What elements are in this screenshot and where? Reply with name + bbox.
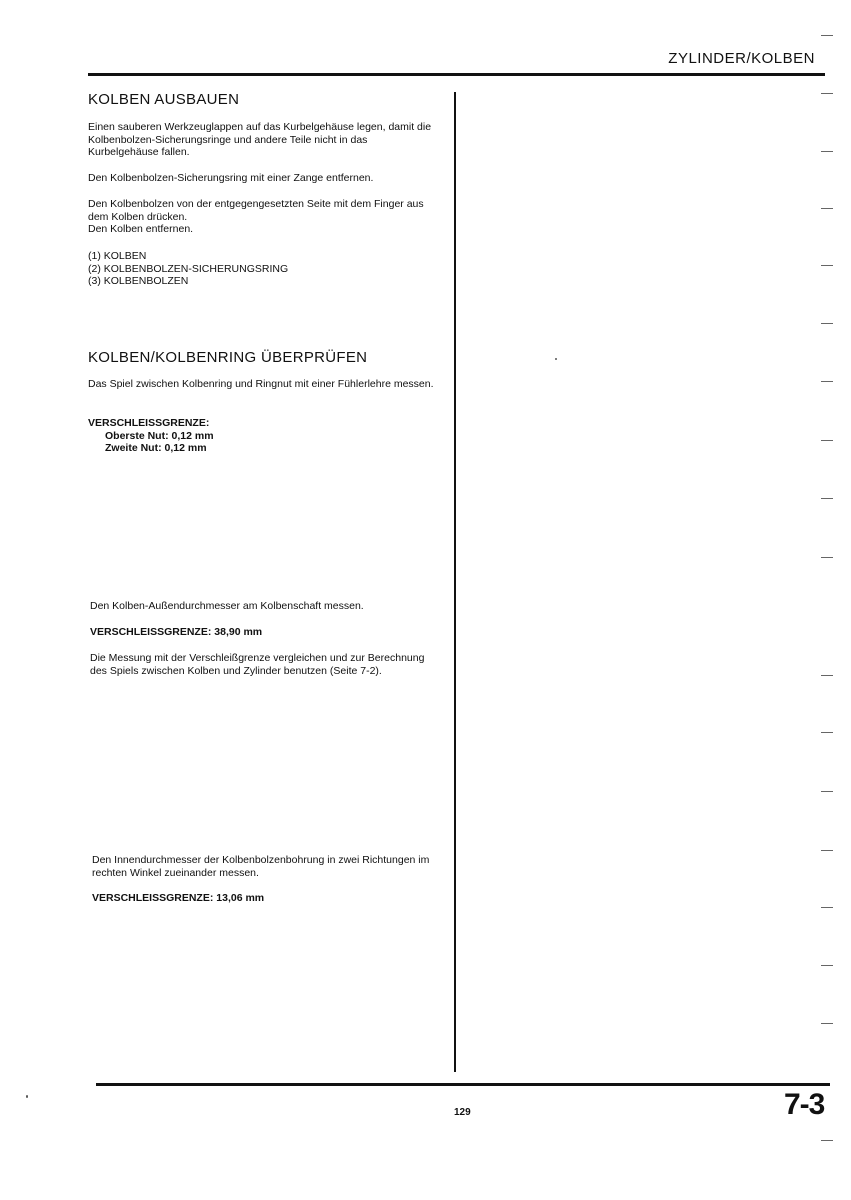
paragraph-kolbenbolzen bbox=[88, 198, 438, 236]
column-divider bbox=[454, 92, 456, 1072]
paragraph-line: Den Kolben entfernen. bbox=[88, 223, 194, 235]
page-number: 129 bbox=[454, 1107, 471, 1118]
paragraph-sicherungsring: Den Kolbenbolzen-Sicherungsring mit einer Zange entfernen. bbox=[88, 172, 374, 184]
section-page-number: 7-3 bbox=[784, 1088, 825, 1121]
margin-tick bbox=[821, 93, 833, 94]
section-heading-kolben-pruefen: KOLBEN/KOLBENRING ÜBERPRÜFEN bbox=[88, 349, 368, 366]
chapter-title: ZYLINDER/KOLBEN bbox=[668, 50, 815, 67]
paragraph-innendurchmesser: Den Innendurchmesser der Kolbenbolzenbohrung in zwei Richtungen im rechten Winkel zueinander messen. bbox=[92, 854, 430, 879]
wear-limit-second-groove: Zweite Nut: 0,12 mm bbox=[105, 442, 207, 454]
wear-limit-bore: VERSCHLEISSGRENZE: 13,06 mm bbox=[92, 892, 265, 904]
wear-limit-label: VERSCHLEISSGRENZE: bbox=[88, 417, 210, 429]
wear-limit-top-groove: Oberste Nut: 0,12 mm bbox=[105, 429, 214, 442]
margin-tick bbox=[821, 208, 833, 209]
margin-tick bbox=[821, 381, 833, 382]
margin-tick bbox=[821, 791, 833, 792]
paragraph-aussendurchmesser: Den Kolben-Außendurchmesser am Kolbenschaft messen. bbox=[90, 600, 364, 612]
margin-tick bbox=[821, 440, 833, 441]
footer-rule bbox=[96, 1083, 830, 1086]
margin-tick bbox=[821, 850, 833, 851]
margin-tick bbox=[821, 265, 833, 266]
paragraph-spiel-ringnut: Das Spiel zwischen Kolbenring und Ringnut mit einer Fühlerlehre messen. bbox=[88, 378, 434, 390]
margin-tick bbox=[821, 323, 833, 324]
section-heading-kolben-ausbauen: KOLBEN AUSBAUEN bbox=[88, 91, 240, 108]
margin-tick bbox=[821, 35, 833, 36]
margin-tick bbox=[821, 1140, 833, 1141]
margin-tick bbox=[821, 675, 833, 676]
margin-tick bbox=[821, 557, 833, 558]
header-rule bbox=[88, 73, 825, 76]
legend-item: (2) KOLBENBOLZEN-SICHERUNGSRING bbox=[88, 262, 289, 275]
margin-tick bbox=[821, 1023, 833, 1024]
margin-tick bbox=[821, 151, 833, 152]
margin-tick bbox=[821, 498, 833, 499]
paragraph-vergleich: Die Messung mit der Verschleißgrenze vergleichen und zur Berechnung des Spiels zwischen Kolben und Zylinder benutzen (Seite 7-2). bbox=[90, 652, 425, 677]
margin-tick bbox=[821, 732, 833, 733]
paragraph-line: Den Kolbenbolzen von der entgegengesetzten Seite mit dem Finger aus dem Kolben drücken. bbox=[88, 198, 424, 223]
scan-speck bbox=[26, 1095, 28, 1098]
margin-tick bbox=[821, 907, 833, 908]
legend-item: (3) KOLBENBOLZEN bbox=[88, 275, 189, 287]
wear-limit-outer-diameter: VERSCHLEISSGRENZE: 38,90 mm bbox=[90, 626, 263, 638]
wear-limit-block bbox=[88, 417, 438, 455]
parts-legend bbox=[88, 250, 438, 288]
margin-tick bbox=[821, 965, 833, 966]
legend-item: (1) KOLBEN bbox=[88, 250, 147, 262]
scan-speck bbox=[555, 358, 557, 360]
paragraph-werkzeuglappen: Einen sauberen Werkzeuglappen auf das Kurbelgehäuse legen, damit die Kolbenbolzen-Sicherungsringe und andere Teile nicht in das Kurbelgehäuse fallen. bbox=[88, 121, 432, 158]
